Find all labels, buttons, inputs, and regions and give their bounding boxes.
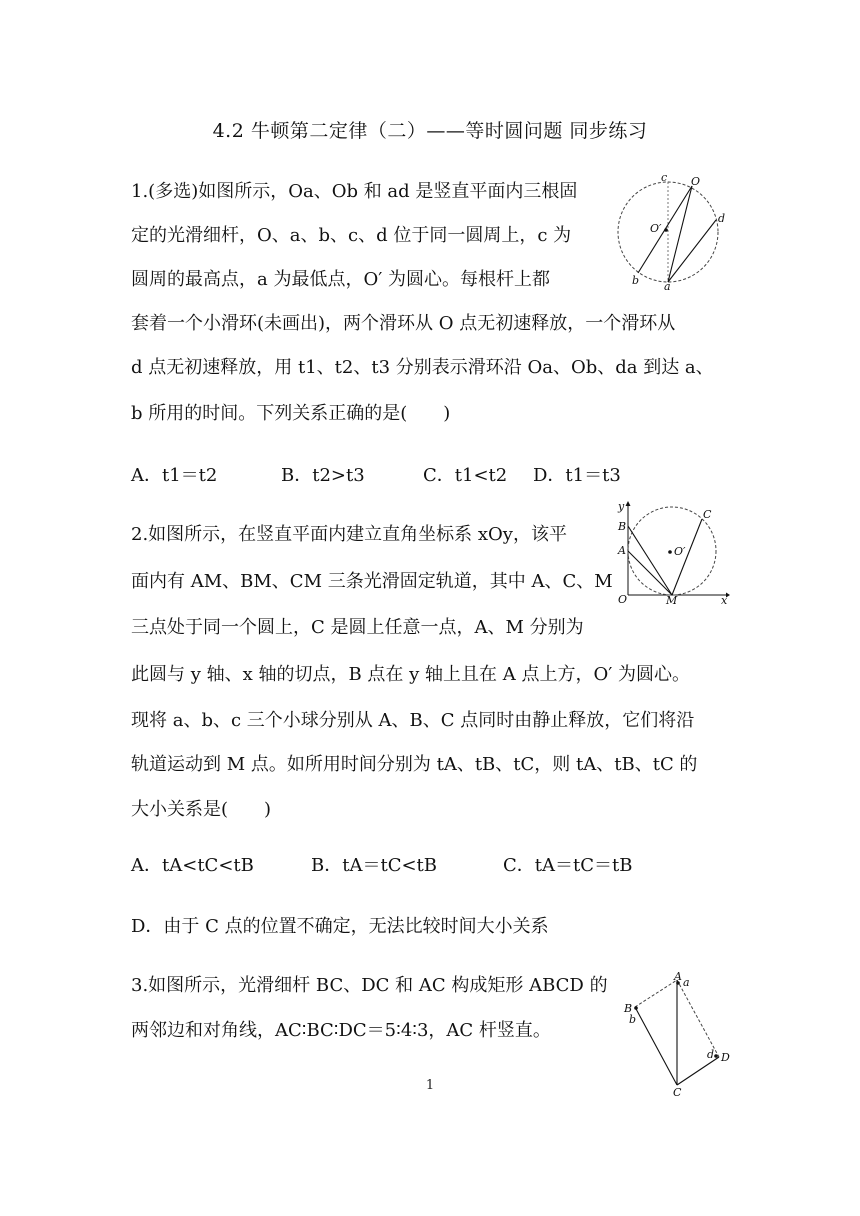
q1-label-oprime: O′ <box>650 222 662 235</box>
q1-label-a: a <box>664 280 671 292</box>
q2-option-c: C．tA＝tC＝tB <box>503 855 633 876</box>
q2-line: 三点处于同一个圆上，C 是圆上任意一点，A、M 分别为 <box>131 617 584 638</box>
q3-label-d: d <box>707 1048 715 1061</box>
q2-label-c: C <box>703 508 712 521</box>
q1-line: 圆周的最高点，a 为最低点，O′ 为圆心。每根杆上都 <box>131 269 551 290</box>
q1-label-c: c <box>661 172 668 184</box>
q2-option-b: B．tA＝tC<tB <box>311 855 438 876</box>
q3-label-b: b <box>629 1013 637 1026</box>
q2-label-m: M <box>666 594 678 604</box>
q2-label-b: B <box>618 520 627 533</box>
q1-circle-figure <box>612 172 732 292</box>
q3-label-A: A <box>674 970 682 983</box>
q2-label-a: A <box>618 544 626 557</box>
q2-line: 轨道运动到 M 点。如所用时间分别为 tA、tB、tC，则 tA、tB、tC 的 <box>131 754 698 775</box>
q2-option-a: A．tA<tC<tB <box>131 855 254 876</box>
q3-label-C: C <box>673 1086 682 1098</box>
q1-option-c: C．t1<t2 <box>423 465 508 486</box>
q1-option-b: B．t2>t3 <box>281 465 365 486</box>
q1-line: d 点无初速释放，用 t1、t2、t3 分别表示滑环沿 Oa、Ob、da 到达 a、 <box>131 357 714 378</box>
q1-line: b 所用的时间。下列关系正确的是( ) <box>131 403 451 424</box>
q3-label-D: D <box>721 1051 730 1064</box>
q2-label-x: x <box>721 594 728 604</box>
q1-label-b: b <box>632 274 640 287</box>
q2-line: 面内有 AM、BM、CM 三条光滑固定轨道，其中 A、C、M <box>131 571 613 592</box>
q2-label-o: O <box>618 593 628 604</box>
q1-line: 1.(多选)如图所示，Oa、Ob 和 ad 是竖直平面内三根固 <box>131 181 578 202</box>
q1-line: 定的光滑细杆，O、a、b、c、d 位于同一圆周上，c 为 <box>131 225 572 246</box>
q2-label-y: y <box>618 500 625 513</box>
q3-label-a: a <box>683 976 690 989</box>
q2-line: 2.如图所示，在竖直平面内建立直角坐标系 xOy，该平 <box>131 524 567 545</box>
q3-line: 两邻边和对角线，AC∶BC∶DC＝5∶4∶3，AC 杆竖直。 <box>131 1020 551 1041</box>
q1-option-a: A．t1＝t2 <box>131 465 218 486</box>
q3-label-B: B <box>624 1002 633 1015</box>
q1-line: 套着一个小滑环(未画出)，两个滑环从 O 点无初速释放，一个滑环从 <box>131 313 676 334</box>
q2-coordinate-figure <box>616 500 730 604</box>
q2-line: 现将 a、b、c 三个小球分别从 A、B、C 点同时由静止释放，它们将沿 <box>131 710 695 731</box>
q2-line: 大小关系是( ) <box>131 799 272 820</box>
q1-option-d: D．t1＝t3 <box>533 465 621 486</box>
q3-line: 3.如图所示，光滑细杆 BC、DC 和 AC 构成矩形 ABCD 的 <box>131 975 608 996</box>
q1-label-o: O <box>691 175 701 188</box>
q2-label-oprime: O′ <box>674 545 686 558</box>
q2-option-d: D．由于 C 点的位置不确定，无法比较时间大小关系 <box>131 916 549 937</box>
page-title: 4.2 牛顿第二定律（二）——等时圆问题 同步练习 <box>212 120 648 142</box>
q2-line: 此圆与 y 轴、x 轴的切点，B 点在 y 轴上且在 A 点上方，O′ 为圆心。 <box>131 664 691 685</box>
page-number: 1 <box>425 1078 435 1093</box>
q1-label-d: d <box>718 212 726 225</box>
